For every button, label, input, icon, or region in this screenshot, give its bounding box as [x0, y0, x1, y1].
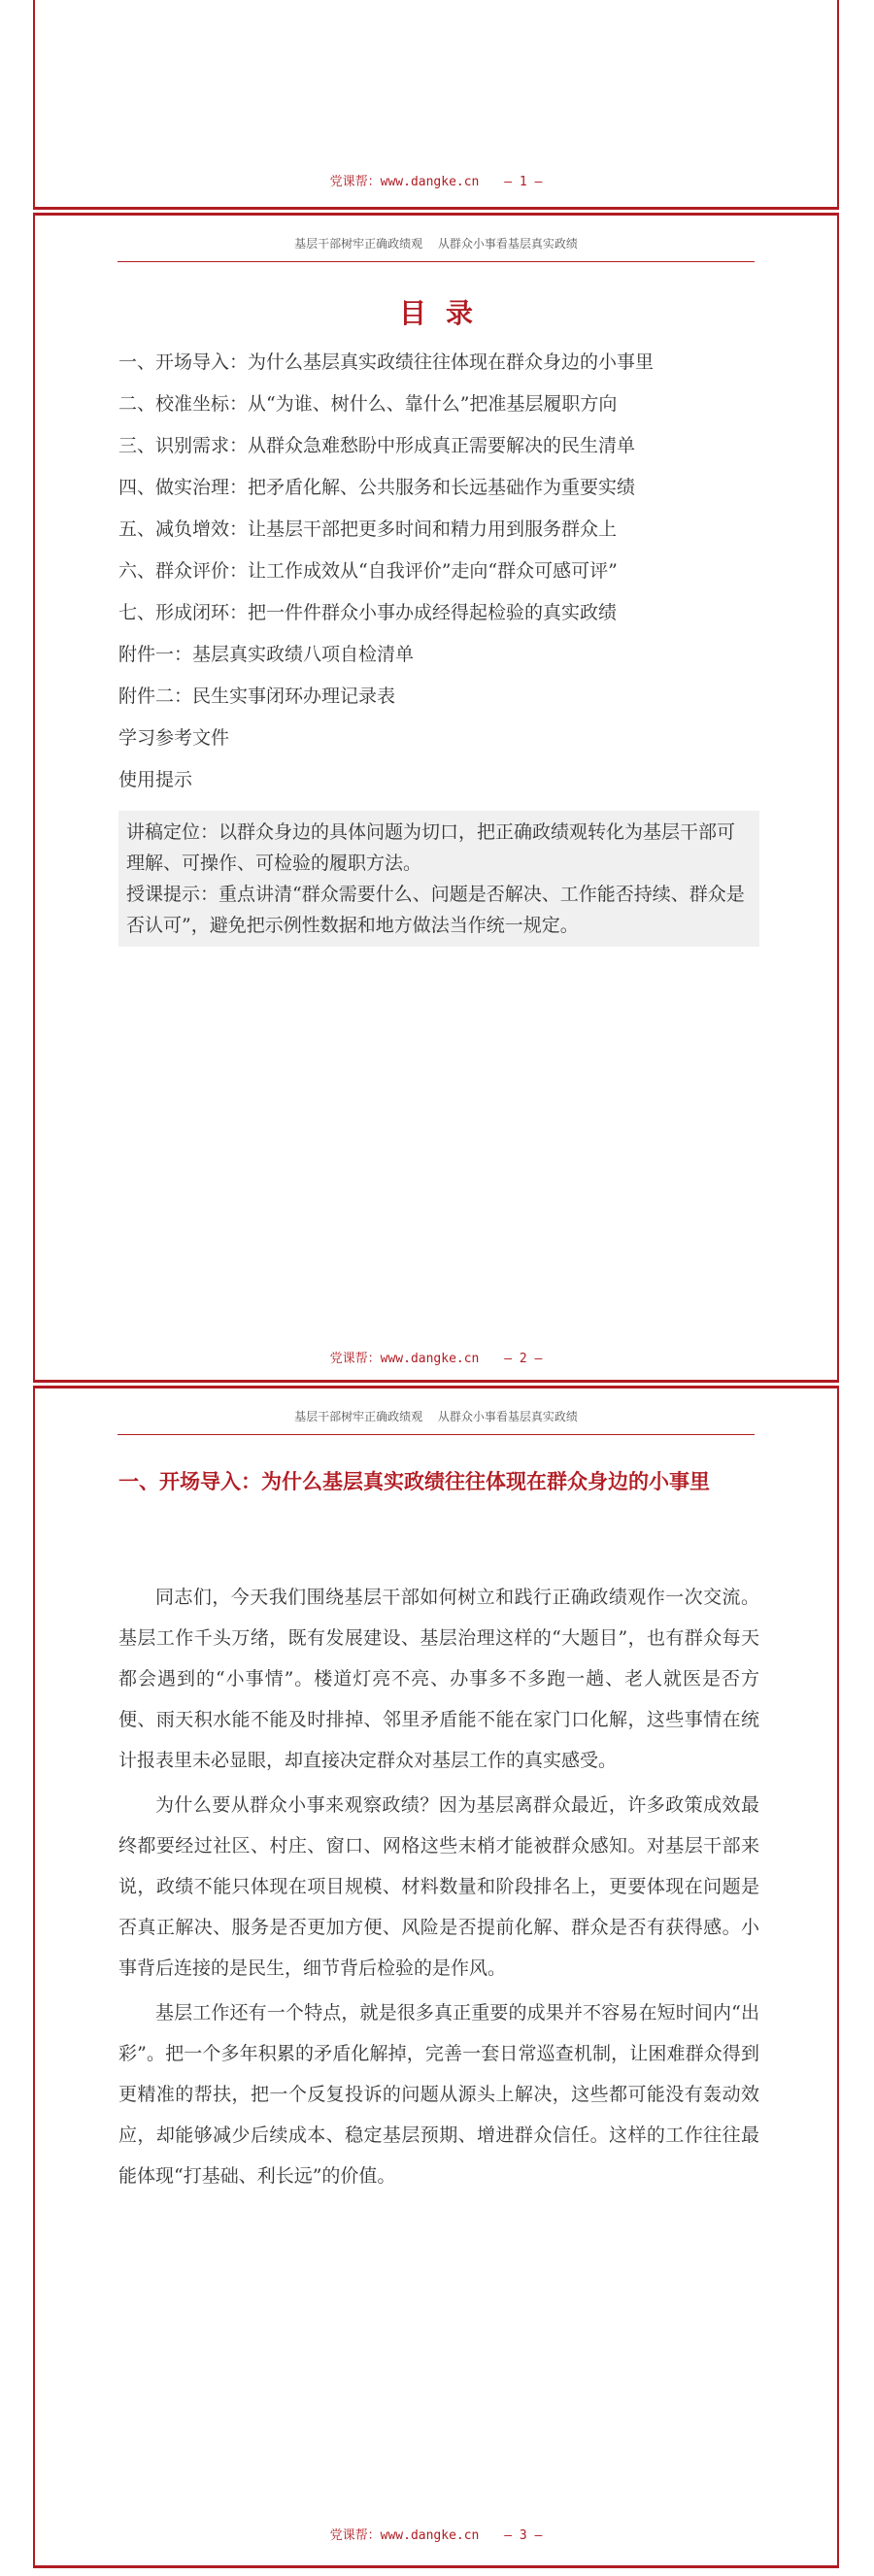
toc-title: 目录 [398, 297, 492, 329]
toc-item[interactable]: 七、形成闭环：把一件件群众小事办成经得起检验的真实政绩 [118, 602, 618, 623]
toc-item[interactable]: 三、识别需求：从群众急难愁盼中形成真正需要解决的民生清单 [118, 435, 636, 456]
toc-item[interactable]: 学习参考文件 [118, 727, 230, 749]
header-title: 基层干部树牢正确政绩观 [294, 1410, 423, 1423]
toc-item[interactable]: 一、开场导入：为什么基层真实政绩往往体现在群众身边的小事里 [118, 351, 655, 373]
header-title: 基层干部树牢正确政绩观 [294, 237, 423, 251]
toc-item[interactable]: 四、做实治理：把矛盾化解、公共服务和长远基础作为重要实绩 [118, 477, 636, 498]
note-positioning: 讲稿定位：以群众身边的具体问题为切口，把正确政绩观转化为基层干部可理解、可操作、可检验的履职方法。 [126, 821, 736, 874]
page-number: — 1 — [504, 175, 543, 189]
page-3 [33, 1386, 839, 2568]
toc-item[interactable]: 二、校准坐标：从“为谁、树什么、靠什么”把准基层履职方向 [118, 393, 618, 415]
page-1 [33, 0, 839, 210]
section-heading: 一、开场导入：为什么基层真实政绩往往体现在群众身边的小事里 [118, 1469, 710, 1493]
page-header [118, 235, 755, 262]
note-teaching-tip: 授课提示：重点讲清“群众需要什么、问题是否解决、工作能否持续、群众是否认可”，避免把示例性数据和地方做法当作统一规定。 [126, 884, 745, 936]
header-subtitle: 从群众小事看基层真实政绩 [437, 237, 578, 251]
toc-item[interactable]: 五、减负增效：让基层干部把更多时间和精力用到服务群众上 [118, 519, 618, 540]
page-footer [35, 1348, 837, 1366]
page-footer [35, 2525, 837, 2543]
footer-site: 党课帮：www.dangke.cn [329, 1352, 480, 1366]
toc-item[interactable]: 使用提示 [118, 769, 193, 790]
section-body [118, 1577, 759, 2200]
footer-site: 党课帮：www.dangke.cn [329, 2528, 480, 2543]
lecture-note-box [118, 811, 759, 947]
toc-item[interactable]: 附件一：基层真实政绩八项自检清单 [118, 644, 415, 665]
body-paragraph: 同志们，今天我们围绕基层干部如何树立和践行正确政绩观作一次交流。基层工作千头万绪，既有发展建设、基层治理这样的“大题目”，也有群众每天都会遇到的“小事情”。楼道灯亮不亮、办事多不多跑一趟、老人就医是否方便、雨天积水能不能及时排掉、邻里矛盾能不能在家门口化解，这些事情在统计报表里未必显眼，却直接决定群众对基层工作的真实感受。 [118, 1587, 759, 1771]
header-subtitle: 从群众小事看基层真实政绩 [437, 1410, 578, 1423]
footer-site: 党课帮：www.dangke.cn [329, 175, 480, 189]
toc-list [118, 342, 759, 801]
page-2 [33, 213, 839, 1383]
body-paragraph: 为什么要从群众小事来观察政绩？因为基层离群众最近，许多政策成效最终都要经过社区、村庄、窗口、网格这些末梢才能被群众感知。对基层干部来说，政绩不能只体现在项目规模、材料数量和阶段排名上，更要体现在问题是否真正解决、服务是否更加方便、风险是否提前化解、群众是否有获得感。小事背后连接的是民生，细节背后检验的是作风。 [118, 1794, 759, 1979]
body-paragraph: 基层工作还有一个特点，就是很多真正重要的成果并不容易在短时间内“出彩”。把一个多年积累的矛盾化解掉，完善一套日常巡查机制，让困难群众得到更精准的帮扶，把一个反复投诉的问题从源头上解决，这些都可能没有轰动效应，却能够减少后续成本、稳定基层预期、增进群众信任。这样的工作往往最能体现“打基础、利长远”的价值。 [118, 2002, 759, 2187]
toc-item[interactable]: 附件二：民生实事闭环办理记录表 [118, 686, 396, 707]
page-header [118, 1408, 755, 1435]
toc-item[interactable]: 六、群众评价：让工作成效从“自我评价”走向“群众可感可评” [118, 560, 618, 582]
page-number: — 3 — [504, 2528, 543, 2543]
page-number: — 2 — [504, 1352, 543, 1366]
page-footer [35, 171, 837, 189]
